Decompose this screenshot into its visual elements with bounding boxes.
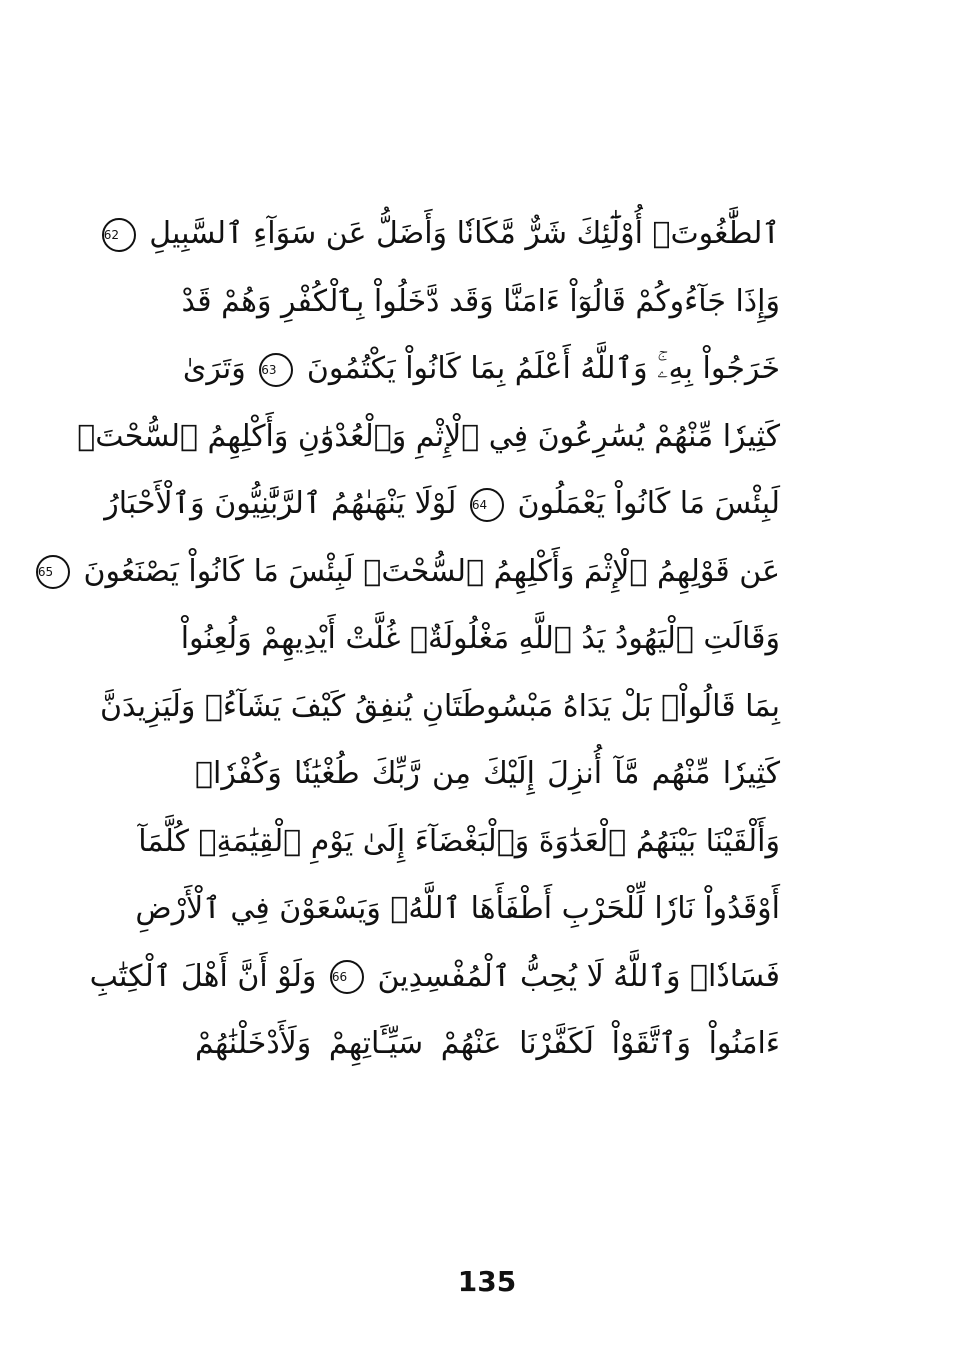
line-text: بِمَا قَالُواْۘ بَلْ يَدَاهُ مَبْسُوطَتَانِ يُنفِقُ كَيْفَ يَشَآءُۚ وَلَيَزِيدَنَّ: [100, 688, 780, 724]
line-text: فَسَادٗاۚ وَٱللَّهُ لَا يُحِبُّ ٱلْمُفْسِدِينَ: [377, 958, 780, 994]
line-text: كَثِيرٗا مِّنْهُمْ يُسَٰرِعُونَ فِي ٱلْإِثْمِ وَٱلْعُدْوَٰنِ وَأَكْلِهِمُ ٱلسُّحْتَۚ: [77, 418, 780, 454]
ayah-number-marker: 65: [36, 555, 70, 589]
text-line-9: [195, 740, 780, 808]
line-text: وَإِذَا جَآءُوكُمْ قَالُوٓاْ ءَامَنَّا وَقَد دَّخَلُواْ بِٱلْكُفْرِ وَهُمْ قَدْ: [181, 283, 780, 319]
text-line-8: [100, 673, 780, 741]
text-line-13: [195, 1010, 780, 1078]
text-line-7: [180, 605, 780, 673]
line-text: لَبِئْسَ مَا كَانُواْ يَعْمَلُونَ: [517, 486, 780, 521]
text-line-11: [135, 875, 780, 943]
line-text-after: وَتَرَىٰ: [182, 351, 246, 386]
ayah-number-marker: 66: [330, 960, 364, 994]
text-line-10: [138, 808, 780, 876]
text-line-4: [77, 403, 780, 471]
text-line-5: [104, 470, 780, 538]
quran-text-block: [37, 200, 780, 1078]
ayah-number-marker: 64: [470, 488, 504, 522]
line-text: وَأَلْقَيْنَا بَيْنَهُمُ ٱلْعَدَٰوَةَ وَٱلْبَغْضَآءَ إِلَىٰ يَوْمِ ٱلْقِيَٰمَةِۚ كُلَّمَآ: [138, 823, 780, 859]
text-line-12: [89, 943, 780, 1011]
line-text: كَثِيرٗا مِّنْهُم مَّآ أُنزِلَ إِلَيْكَ مِن رَّبِّكَ طُغْيَٰنٗا وَكُفْرٗاۚ: [195, 756, 780, 791]
text-line-2: [181, 268, 780, 336]
line-text-after: لَوْلَا يَنْهَىٰهُمُ ٱلرَّبَّٰنِيُّونَ وَٱلْأَحْبَارُ: [104, 486, 457, 521]
line-text: ءَامَنُواْ وَٱتَّقَوْاْ لَكَفَّرْنَا عَنْهُمْ سَيِّـَٔاتِهِمْ وَلَأَدْخَلْنَٰهُمْ: [195, 1026, 780, 1061]
ayah-number-marker: 63: [259, 353, 293, 387]
page-number: 135: [457, 1265, 517, 1298]
line-text: أَوْقَدُواْ نَارٗا لِّلْحَرْبِ أَطْفَأَهَا ٱللَّهُۚ وَيَسْعَوْنَ فِي ٱلْأَرْضِ: [135, 891, 780, 926]
line-text: وَقَالَتِ ٱلْيَهُودُ يَدُ ٱللَّهِ مَغْلُولَةٌۚ غُلَّتْ أَيْدِيهِمْ وَلُعِنُواْ: [180, 621, 780, 656]
line-text: ٱلطَّٰغُوتَۚ أُوْلَٰٓئِكَ شَرٌّ مَّكَانٗا وَأَضَلُّ عَن سَوَآءِ ٱلسَّبِيلِ: [149, 216, 780, 251]
text-line-6: [37, 538, 780, 606]
line-text-after: وَلَوْ أَنَّ أَهْلَ ٱلْكِتَٰبِ: [89, 958, 317, 994]
line-text: عَن قَوْلِهِمُ ٱلْإِثْمَ وَأَكْلِهِمُ ٱلسُّحْتَۚ لَبِئْسَ مَا كَانُواْ يَصْنَعُونَ: [83, 553, 780, 589]
ayah-number-marker: 62: [102, 218, 136, 252]
text-line-3: [182, 335, 780, 403]
text-line-1: [103, 200, 780, 268]
line-text: خَرَجُواْ بِهِۦۚ وَٱللَّهُ أَعْلَمُ بِمَا كَانُواْ يَكْتُمُونَ: [306, 351, 780, 386]
